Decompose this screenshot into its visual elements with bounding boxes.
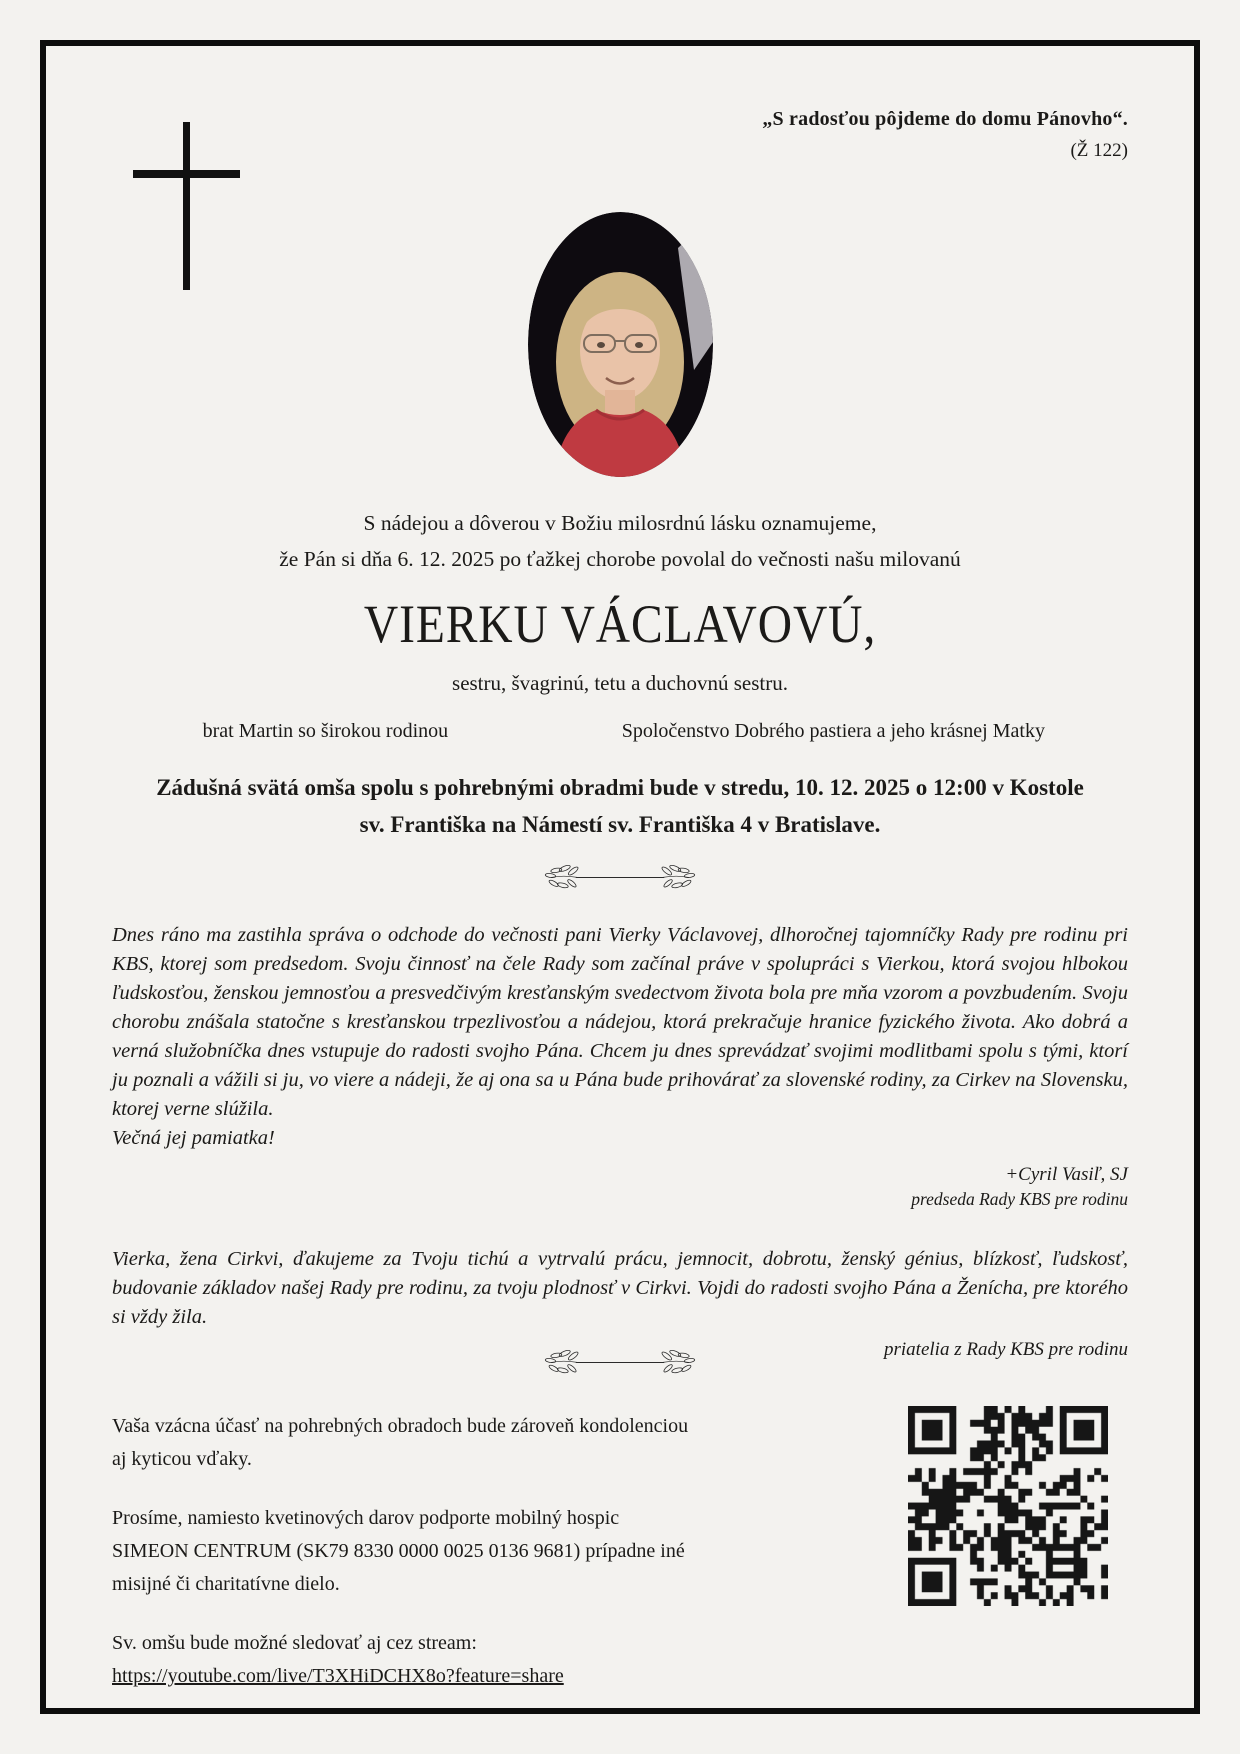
qr-code [908, 1406, 1108, 1606]
attendance-note: Vaša vzácna účasť na pohrebných obradoch bude zároveň kondolenciou aj kyticou vďaky. [112, 1415, 689, 1470]
latin-cross-icon [133, 122, 240, 290]
tribute-friends-paragraph: Vierka, žena Cirkvi, ďakujeme za Tvoju tichú a vytrvalú prácu, jemnocit, dobrotu, ženský génius, blízkosť, ľudskosť, budovanie základov našej Rady pre rodinu, za tvoju plodnosť v Cirkvi. Vojdi do radosti svojho Pána a Ženícha, pre ktorého si vždy žila. [112, 1248, 1128, 1328]
tribute-kbs-signature-block [112, 1163, 1128, 1211]
funeral-mass-notice: Zádušná svätá omša spolu s pohrebnými obradmi bude v stredu, 10. 12. 2025 o 12:00 v Kostole sv. Františka na Námestí sv. Františka 4 v Bratislave. [156, 775, 1084, 837]
tribute-friends-signature: priatelia z Rady KBS pre rodinu [884, 1339, 1128, 1360]
tribute-kbs-closing: Večná jej pamiatka! [112, 1127, 275, 1149]
mourner-community: Spoločenstvo Dobrého pastiera a jeho krásnej Matky [621, 720, 1045, 742]
qr-code-canvas [908, 1406, 1108, 1606]
announcement-content [46, 46, 1194, 1708]
portrait-illustration [528, 212, 713, 477]
announcement-lines [112, 505, 1128, 577]
stream-label: Sv. omšu bude možné sledovať aj cez stream: [112, 1632, 477, 1654]
mourners-row [112, 720, 1128, 743]
deceased-relations: sestru, švagrinú, tetu a duchovnú sestru. [452, 671, 788, 695]
cross-vertical-bar [183, 122, 190, 290]
mourner-family: brat Martin so širokou rodinou [202, 720, 449, 742]
donation-note: Prosíme, namiesto kvetinových darov podporte mobilný hospic SIMEON CENTRUM (SK79 8330 0000 0025 0136 9681) prípadne iné misijné či charitatívne dielo. [112, 1507, 685, 1595]
tribute-kbs-body: Dnes ráno ma zastihla správa o odchode do večnosti pani Vierky Václavovej, dlhoročnej tajomníčky Rady pre rodinu pri KBS, ktorej som predsedom. Svoju činnosť na čele Rady som začínal práve v spolupráci s Vierkou, ktorá svojou hlbokou ľudskosťou, ženskou jemnosťou a presvedčivým kresťanským svedectvom života bola pre mňa vzorom a povzbudením. Svoju chorobu znášala statočne s kresťanskou trpezlivosťou a nádejou, ktorá prekračuje hranice fyzického života. Ako dobrá a verná služobníčka dnes vstupuje do radosti svojho Pána. Chcem ju dnes sprevádzať svojimi modlitbami spolu s tými, ktorí ju poznali a vážili si ju, vo viere a nádeji, že aj ona sa u Pána bude prihovárať za slovenské rodiny, za Cirkev na Slovensku, ktorej verne slúžila. [112, 924, 1128, 1120]
scripture-quote-block [112, 46, 1128, 166]
stream-link[interactable]: https://youtube.com/live/T3XHiDCHX8o?feature=share [112, 1665, 564, 1687]
scripture-quote: „S radosťou pôjdeme do domu Pánovho“. [762, 108, 1128, 130]
portrait-wrap [112, 212, 1128, 477]
deceased-name: VIERKU VÁCLAVOVÚ, [363, 594, 877, 654]
announcement-line-1: S nádejou a dôverou v Božiu milosrdnú lásku oznamujeme, [363, 511, 877, 535]
footer-section [112, 1410, 1128, 1693]
tribute-kbs-paragraph [112, 921, 1128, 1153]
announcement-line-2: že Pán si dňa 6. 12. 2025 po ťažkej chorobe povolal do večnosti našu milovanú [279, 547, 961, 571]
deceased-name-wrap [112, 593, 1128, 655]
leaf-divider-icon [112, 863, 1128, 897]
cross-horizontal-bar [133, 170, 240, 178]
footer-text-column [112, 1410, 697, 1693]
signature-role: predseda Rady KBS pre rodinu [911, 1189, 1128, 1209]
scripture-reference: (Ž 122) [1070, 140, 1128, 161]
signature-name: +Cyril Vasiľ, SJ [1005, 1164, 1128, 1185]
black-border-frame [40, 40, 1200, 1714]
deceased-portrait-photo [528, 212, 713, 477]
